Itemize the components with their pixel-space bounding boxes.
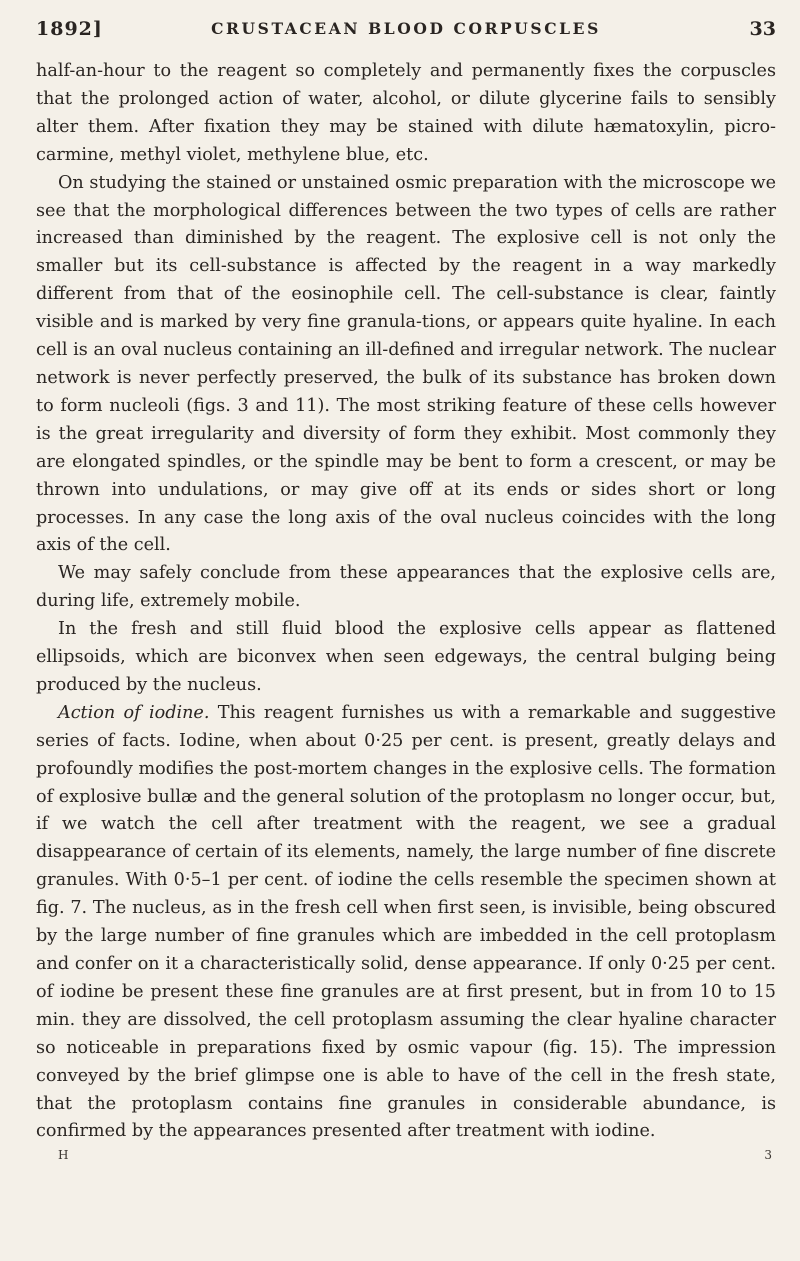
running-head-title: CRUSTACEAN BLOOD CORPUSCLES	[211, 19, 601, 38]
book-page	[36, 18, 776, 1243]
signature-number: 3	[764, 1148, 772, 1163]
paragraph: We may safely conclude from these appearances that the explosive cells are, during life, extremely mobile.	[36, 563, 776, 612]
signature-mark: H	[58, 1148, 69, 1163]
paragraph-iodine	[36, 700, 776, 1147]
paragraph: In the fresh and still fluid blood the explosive cells appear as flattened ellipsoids, which are biconvex when seen edgeways, the central bulging being produced by the nucleus.	[36, 619, 776, 695]
page-footer	[36, 1148, 776, 1172]
body-text	[36, 58, 776, 1146]
paragraph-continued: half-an-hour to the reagent so completely and permanently fixes the corpuscles that the prolonged action of water, alcohol, or dilute glycerine fails to sensibly alter them. After fixation they may be stained with dilute hæmatoxylin, picro-carmine, methyl violet, methylene blue, etc.	[36, 61, 776, 165]
running-head-year: 1892]	[36, 18, 103, 40]
section-subheading: Action of iodine.	[58, 702, 210, 723]
section-text: This reagent furnishes us with a remarkable and suggestive series of facts. Iodine, when about 0·25 per cent. is present, greatly delays and profoundly modifies the post-mortem changes in the explosive cells. The formation of explosive bullæ and the general solution of the protoplasm no longer occur, but, if we watch the cell after treatment with the reagent, we see a gradual disappearance of certain of its elements, namely, the large number of fine discrete granules. With 0·5–1 per cent. of iodine the cells resemble the specimen shown at fig. 7. The nucleus, as in the fresh cell when first seen, is invisible, being obscured by the large number of fine granules which are imbedded in the cell protoplasm and confer on it a characteristically solid, dense appearance. If only 0·25 per cent. of iodine be present these fine granules are at first present, but in from 10 to 15 min. they are dissolved, the cell protoplasm assuming the clear hyaline character so noticeable in preparations fixed by osmic vapour (fig. 15). The impression conveyed by the brief glimpse one is able to have of the cell in the fresh state, that the protoplasm contains fine granules in considerable abundance, is confirmed by the appearances presented after treatment with iodine.	[36, 702, 776, 1142]
paragraph: On studying the stained or unstained osmic preparation with the microscope we see that the morphological differences between the two types of cells are rather increased than diminished by the reagent. The explosive cell is not only the smaller but its cell-substance is affected by the reagent in a way markedly different from that of the eosinophile cell. The cell-substance is clear, faintly visible and is marked by very fine granula-tions, or appears quite hyaline. In each cell is an oval nucleus containing an ill-defined and irregular network. The nuclear network is never perfectly preserved, the bulk of its substance has broken down to form nucleoli (figs. 3 and 11). The most striking feature of these cells however is the great irregularity and diversity of form they exhibit. Most commonly they are elongated spindles, or the spindle may be bent to form a crescent, or may be thrown into undulations, or may give off at its ends or sides short or long processes. In any case the long axis of the oval nucleus coincides with the long axis of the cell.	[36, 172, 776, 556]
page-number: 33	[749, 18, 776, 40]
running-head	[36, 18, 776, 52]
